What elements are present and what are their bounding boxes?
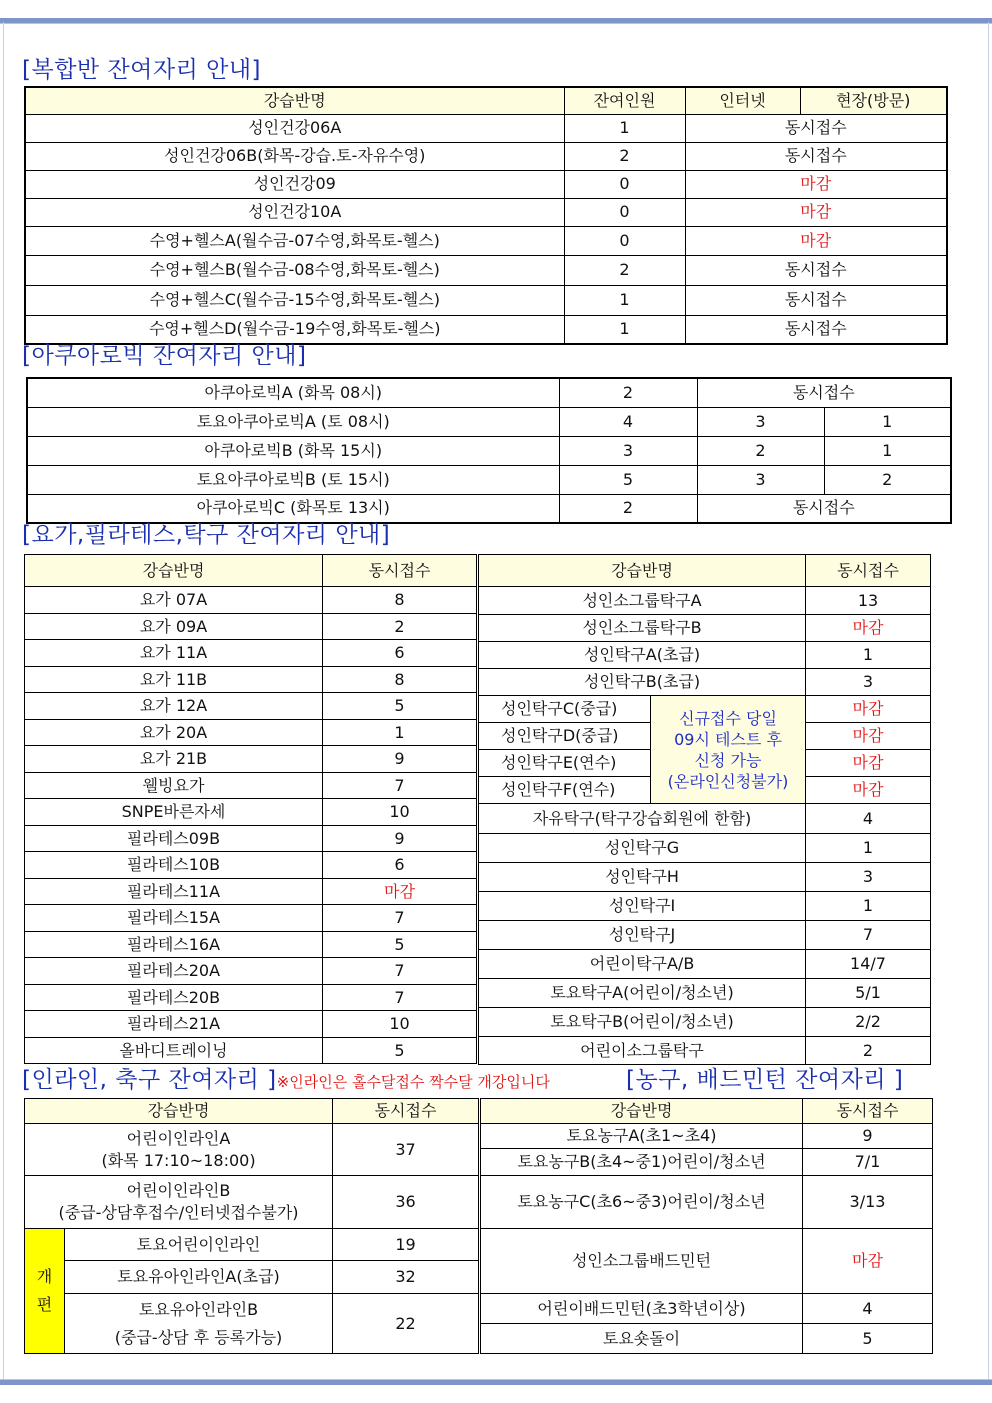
remain-count: 2 — [559, 378, 697, 407]
table-row — [25, 226, 947, 255]
table-row — [25, 1038, 477, 1064]
class-name: 성인탁구I — [479, 892, 806, 921]
table-row — [479, 950, 931, 979]
table-row — [25, 114, 947, 142]
class-name: 성인소그룹탁구A — [479, 587, 806, 615]
seat-count: 14/7 — [806, 950, 931, 979]
header-cell: 강습반명 — [479, 555, 806, 587]
class-name: 성인건강10A — [25, 198, 564, 226]
class-name: 성인탁구G — [479, 834, 806, 863]
table-row — [479, 804, 931, 834]
table-row — [479, 1008, 931, 1037]
seat-count: 5 — [323, 1038, 477, 1064]
seat-count: 10 — [323, 799, 477, 826]
seat-count-closed: 마감 — [806, 723, 931, 750]
seat-count: 7 — [806, 921, 931, 950]
table-row — [25, 614, 477, 640]
seat-count: 9 — [803, 1124, 933, 1149]
seat-count: 8 — [323, 667, 477, 693]
header-cell: 동시접수 — [333, 1099, 479, 1124]
table-row — [25, 1294, 479, 1354]
header-cell: 강습반명 — [25, 555, 323, 587]
class-name: 어린이배드민턴(초3학년이상) — [481, 1294, 803, 1324]
table-row — [481, 1176, 933, 1229]
table-row — [27, 378, 951, 407]
seat-count: 3 — [806, 669, 931, 696]
inline-title — [22, 1066, 550, 1096]
table-row — [25, 1011, 477, 1038]
seat-count: 1 — [806, 834, 931, 863]
class-name: 토요어린이인라인 — [65, 1229, 333, 1261]
table-row — [479, 979, 931, 1008]
class-name: 성인탁구J — [479, 921, 806, 950]
test-note — [651, 696, 806, 804]
table-row — [479, 642, 931, 669]
class-name: 성인탁구F(연수) — [479, 777, 651, 804]
reorganized-char: 개 — [36, 1267, 53, 1286]
class-name: 수영+헬스D(월수금-19수영,화목토-헬스) — [25, 315, 564, 344]
class-name: 성인소그룹배드민턴 — [481, 1229, 803, 1294]
seat-count: 2 — [323, 614, 477, 640]
table-row — [25, 1229, 479, 1261]
page-frame-bottom — [0, 1379, 992, 1385]
inline-title-text: [인라인, 축구 잔여자리 ] — [22, 1067, 277, 1093]
class-name: 요가 11B — [25, 667, 323, 693]
class-name: 요가 11A — [25, 640, 323, 667]
seat-count: 7 — [323, 985, 477, 1011]
seat-count: 36 — [333, 1176, 479, 1229]
class-name: 필라테스10B — [25, 852, 323, 879]
table-row — [479, 921, 931, 950]
class-name: 필라테스09B — [25, 826, 323, 852]
remain-count: 4 — [559, 407, 697, 436]
seat-count: 6 — [323, 640, 477, 667]
class-name: 토요농구B(초4~중1)어린이/청소년 — [481, 1149, 803, 1176]
table-row — [25, 905, 477, 932]
table-row — [25, 746, 477, 773]
header-cell: 강습반명 — [481, 1099, 803, 1124]
class-name: 성인소그룹탁구B — [479, 615, 806, 642]
table-row — [479, 1037, 931, 1065]
seat-count-closed: 마감 — [323, 879, 477, 905]
class-name: 필라테스15A — [25, 905, 323, 932]
composite-header-row — [25, 87, 947, 114]
class-name-line: 어린이인라인B — [126, 1181, 231, 1200]
remain-count: 3 — [559, 436, 697, 465]
seat-count: 4 — [806, 804, 931, 834]
remain-count: 5 — [559, 465, 697, 494]
status: 동시접수 — [685, 142, 947, 170]
table-row — [25, 587, 477, 614]
class-name — [25, 1124, 333, 1176]
inline-note: ※인라인은 홀수달접수 짝수달 개강입니다 — [276, 1073, 550, 1091]
class-name — [65, 1294, 333, 1354]
aqua-table — [26, 377, 952, 524]
seat-count: 6 — [323, 852, 477, 879]
seat-count: 3 — [806, 863, 931, 892]
inline-table — [24, 1098, 479, 1354]
remain-count: 0 — [564, 170, 685, 198]
table-row — [25, 852, 477, 879]
internet-count: 3 — [697, 465, 824, 494]
status: 동시접수 — [697, 494, 951, 523]
class-name-line: (중급-상담 후 등록가능) — [114, 1327, 283, 1347]
aqua-title: [아쿠아로빅 잔여자리 안내] — [22, 343, 307, 369]
class-name: 성인건강06B(화목-강습.토-자유수영) — [25, 142, 564, 170]
table-row — [25, 142, 947, 170]
status: 동시접수 — [697, 378, 951, 407]
basket-header-row — [481, 1099, 933, 1124]
yoga-table — [24, 554, 477, 1064]
class-name: 자유탁구(탁구강습회원에 한함) — [479, 804, 806, 834]
table-row — [481, 1149, 933, 1176]
class-name: 요가 09A — [25, 614, 323, 640]
header-cell: 동시접수 — [323, 555, 477, 587]
onsite-count: 1 — [824, 436, 951, 465]
table-row — [25, 667, 477, 693]
table-row — [27, 407, 951, 436]
class-name: 토요유아인라인A(초급) — [65, 1261, 333, 1294]
class-name-line: 어린이인라인A — [126, 1128, 231, 1148]
seat-count: 10 — [323, 1011, 477, 1038]
class-name: 토요숏돌이 — [481, 1324, 803, 1354]
seat-count: 1 — [806, 892, 931, 921]
seat-count: 32 — [333, 1261, 479, 1294]
class-name: 어린이소그룹탁구 — [479, 1037, 806, 1065]
reorganized-label — [25, 1229, 65, 1354]
class-name: 올바디트레이닝 — [25, 1038, 323, 1064]
remain-count: 0 — [564, 198, 685, 226]
onsite-count: 1 — [824, 407, 951, 436]
class-name: 토요탁구A(어린이/청소년) — [479, 979, 806, 1008]
table-row — [25, 255, 947, 285]
seat-count: 22 — [333, 1294, 479, 1354]
seat-count-closed: 마감 — [806, 750, 931, 777]
class-name: 성인탁구B(초급) — [479, 669, 806, 696]
header-cell: 동시접수 — [806, 555, 931, 587]
seat-count: 7 — [323, 905, 477, 932]
table-row — [479, 587, 931, 615]
remain-count: 2 — [564, 142, 685, 170]
seat-count: 5 — [803, 1324, 933, 1354]
table-row — [27, 494, 951, 523]
seat-count: 5 — [323, 693, 477, 720]
remain-count: 0 — [564, 226, 685, 255]
internet-count: 3 — [697, 407, 824, 436]
inline-header-row — [25, 1099, 479, 1124]
seat-count-closed: 마감 — [803, 1229, 933, 1294]
class-name: 성인건강09 — [25, 170, 564, 198]
class-name: 요가 21B — [25, 746, 323, 773]
tabletennis-header-row — [479, 555, 931, 587]
seat-count: 5 — [323, 932, 477, 958]
table-row — [481, 1324, 933, 1354]
seat-count: 2 — [806, 1037, 931, 1065]
class-name: 수영+헬스C(월수금-15수영,화목토-헬스) — [25, 285, 564, 315]
basket-table — [480, 1098, 933, 1354]
seat-count: 5/1 — [806, 979, 931, 1008]
class-name: 성인탁구A(초급) — [479, 642, 806, 669]
seat-count: 8 — [323, 587, 477, 614]
remain-count: 2 — [564, 255, 685, 285]
test-note-line: 신청 가능 — [694, 750, 762, 770]
remain-count: 1 — [564, 285, 685, 315]
internet-count: 2 — [697, 436, 824, 465]
table-row — [25, 285, 947, 315]
table-row — [481, 1124, 933, 1149]
table-row — [25, 198, 947, 226]
yoga-header-row — [25, 555, 477, 587]
page-frame-top — [0, 18, 992, 24]
seat-count: 9 — [323, 746, 477, 773]
class-name: 토요아쿠아로빅B (토 15시) — [27, 465, 559, 494]
class-name-line: (화목 17:10~18:00) — [101, 1150, 256, 1170]
seat-count: 9 — [323, 826, 477, 852]
class-name: 성인건강06A — [25, 114, 564, 142]
seat-count-closed: 마감 — [806, 696, 931, 723]
header-cell: 강습반명 — [25, 1099, 333, 1124]
seat-count: 1 — [806, 642, 931, 669]
class-name: 요가 07A — [25, 587, 323, 614]
class-name: 필라테스20B — [25, 985, 323, 1011]
class-name — [25, 1176, 333, 1229]
tabletennis-table — [478, 554, 931, 1065]
table-row — [25, 799, 477, 826]
class-name: 필라테스16A — [25, 932, 323, 958]
class-name: 어린이탁구A/B — [479, 950, 806, 979]
table-row — [25, 720, 477, 746]
table-row — [25, 879, 477, 905]
page-frame-right — [988, 22, 989, 1380]
table-row — [27, 436, 951, 465]
status-closed: 마감 — [685, 170, 947, 198]
test-note-line: 신규접수 당일 — [679, 708, 777, 728]
seat-count: 7/1 — [803, 1149, 933, 1176]
remain-count: 2 — [559, 494, 697, 523]
class-name: 아쿠아로빅C (화목토 13시) — [27, 494, 559, 523]
status-closed: 마감 — [685, 226, 947, 255]
status: 동시접수 — [685, 315, 947, 344]
seat-count: 7 — [323, 773, 477, 799]
header-cell: 인터넷 — [685, 87, 800, 114]
test-note-line: 09시 테스트 후 — [674, 729, 782, 749]
class-name: 필라테스11A — [25, 879, 323, 905]
remain-count: 1 — [564, 114, 685, 142]
class-name-line: 토요유아인라인B — [138, 1299, 259, 1319]
table-row — [25, 932, 477, 958]
composite-title: [복합반 잔여자리 안내] — [22, 57, 262, 83]
header-cell: 잔여인원 — [564, 87, 685, 114]
table-row — [25, 773, 477, 799]
seat-count-closed: 마감 — [806, 615, 931, 642]
class-name: 요가 12A — [25, 693, 323, 720]
table-row — [479, 863, 931, 892]
seat-count: 19 — [333, 1229, 479, 1261]
class-name: 성인탁구E(연수) — [479, 750, 651, 777]
seat-count: 37 — [333, 1124, 479, 1176]
seat-count: 1 — [323, 720, 477, 746]
remain-count: 1 — [564, 315, 685, 344]
class-name: 아쿠아로빅A (화목 08시) — [27, 378, 559, 407]
table-row — [25, 315, 947, 344]
class-name: 수영+헬스A(월수금-07수영,화목토-헬스) — [25, 226, 564, 255]
seat-count: 13 — [806, 587, 931, 615]
class-name: 성인탁구D(중급) — [479, 723, 651, 750]
header-cell: 현장(방문) — [800, 87, 947, 114]
reorganized-char: 편 — [36, 1295, 53, 1314]
table-row — [25, 826, 477, 852]
composite-table — [24, 86, 948, 345]
table-row — [481, 1229, 933, 1294]
class-name: 아쿠아로빅B (화목 15시) — [27, 436, 559, 465]
class-name: 토요탁구B(어린이/청소년) — [479, 1008, 806, 1037]
status-closed: 마감 — [685, 198, 947, 226]
seat-count: 2/2 — [806, 1008, 931, 1037]
class-name-line: (중급-상담후접수/인터넷접수불가) — [58, 1203, 299, 1222]
status: 동시접수 — [685, 255, 947, 285]
table-row — [479, 615, 931, 642]
table-row — [27, 465, 951, 494]
header-cell: 동시접수 — [803, 1099, 933, 1124]
status: 동시접수 — [685, 285, 947, 315]
basket-title: [농구, 배드민턴 잔여자리 ] — [626, 1067, 904, 1093]
table-row — [481, 1294, 933, 1324]
onsite-count: 2 — [824, 465, 951, 494]
class-name: SNPE바른자세 — [25, 799, 323, 826]
class-name: 수영+헬스B(월수금-08수영,화목토-헬스) — [25, 255, 564, 285]
seat-count: 7 — [323, 958, 477, 985]
class-name: 성인탁구H — [479, 863, 806, 892]
seat-count: 3/13 — [803, 1176, 933, 1229]
class-name: 필라테스20A — [25, 958, 323, 985]
seat-count: 4 — [803, 1294, 933, 1324]
page-frame-left — [3, 22, 4, 1380]
table-row — [25, 640, 477, 667]
table-row — [25, 958, 477, 985]
table-row — [479, 834, 931, 863]
yoga-title: [요가,필라테스,탁구 잔여자리 안내] — [22, 522, 391, 548]
table-row — [25, 985, 477, 1011]
class-name: 성인탁구C(중급) — [479, 696, 651, 723]
table-row — [25, 170, 947, 198]
table-row — [479, 892, 931, 921]
table-row — [25, 1124, 479, 1176]
header-cell: 강습반명 — [25, 87, 564, 114]
status: 동시접수 — [685, 114, 947, 142]
table-row — [25, 1261, 479, 1294]
class-name: 토요농구A(초1~초4) — [481, 1124, 803, 1149]
seat-count-closed: 마감 — [806, 777, 931, 804]
class-name: 웰빙요가 — [25, 773, 323, 799]
class-name: 토요농구C(초6~중3)어린이/청소년 — [481, 1176, 803, 1229]
class-name: 토요아쿠아로빅A (토 08시) — [27, 407, 559, 436]
table-row — [25, 693, 477, 720]
table-row — [479, 669, 931, 696]
class-name: 요가 20A — [25, 720, 323, 746]
class-name: 필라테스21A — [25, 1011, 323, 1038]
table-row — [479, 696, 931, 723]
table-row — [25, 1176, 479, 1229]
test-note-line: (온라인신청불가) — [667, 771, 789, 791]
